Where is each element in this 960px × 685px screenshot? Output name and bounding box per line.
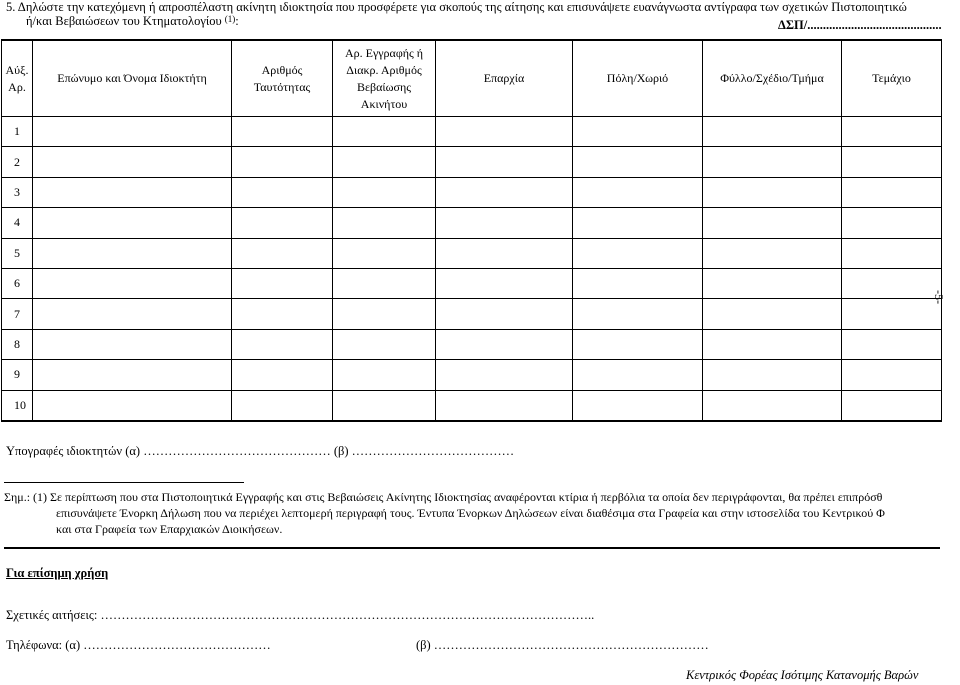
table-cell[interactable]: [33, 238, 232, 268]
table-header-row: [2, 40, 942, 117]
table-cell[interactable]: [703, 329, 842, 359]
table-cell[interactable]: [842, 329, 942, 359]
col-registration: Αρ. Εγγραφής ή Διακρ. Αριθμός Βεβαίωσης Ακινήτου: [333, 40, 436, 117]
table-cell[interactable]: [573, 208, 703, 238]
instruction-text: ή/και Βεβαιώσεων του Κτηματολογίου: [26, 14, 222, 28]
footnote-line-3: και στα Γραφεία των Επαρχιακών Διοικήσεων.: [56, 522, 283, 536]
table-cell[interactable]: [232, 360, 333, 390]
table-cell[interactable]: [232, 390, 333, 421]
table-cell[interactable]: [33, 208, 232, 238]
footnote-divider: [4, 482, 244, 483]
footnote-line-2: επισυνάψετε Ένορκη Δήλωση που να περιέχει λεπτομερή περιγραφή τους. Έντυπα Ένορκων Δηλώσεων είναι διαθέσιμα στα Γραφεία και στην ιστοσελίδα του Κεντρικού Φ: [56, 506, 885, 520]
row-number: 6: [2, 268, 33, 298]
table-cell[interactable]: [333, 177, 436, 207]
table-cell[interactable]: [333, 117, 436, 147]
table-cell[interactable]: [33, 329, 232, 359]
table-cell[interactable]: [573, 238, 703, 268]
table-cell[interactable]: [333, 238, 436, 268]
col-id-number: Αριθμός Ταυτότητας: [232, 40, 333, 117]
table-cell[interactable]: [333, 147, 436, 177]
col-district: Επαρχία: [436, 40, 573, 117]
row-number: 1: [2, 117, 33, 147]
table-cell[interactable]: [703, 360, 842, 390]
table-cell[interactable]: [436, 147, 573, 177]
table-cell[interactable]: [333, 360, 436, 390]
table-cell[interactable]: [573, 329, 703, 359]
table-cell[interactable]: [703, 390, 842, 421]
footnote-line-1: Σημ.: (1) Σε περίπτωση που στα Πιστοποιητικά Εγγραφής και στις Βεβαιώσεις Ακίνητης Ιδιοκτησίας αναφέρονται κτίρια ή περβόλια τα οποία δεν περιγράφονται, θα πρέπει επιπρόσθ: [4, 490, 883, 504]
table-cell[interactable]: [573, 268, 703, 298]
table-cell[interactable]: [842, 208, 942, 238]
col-town: Πόλη/Χωριό: [573, 40, 703, 117]
table-cell[interactable]: [436, 238, 573, 268]
table-row: [2, 147, 942, 177]
table-row: [2, 299, 942, 329]
table-cell[interactable]: [333, 268, 436, 298]
row-number: 8: [2, 329, 33, 359]
table-cell[interactable]: [232, 238, 333, 268]
table-cell[interactable]: [33, 268, 232, 298]
table-cell[interactable]: [33, 360, 232, 390]
table-cell[interactable]: [703, 147, 842, 177]
row-number: 5: [2, 238, 33, 268]
table-cell[interactable]: [703, 268, 842, 298]
property-table: [1, 39, 942, 422]
related-applications-field[interactable]: Σχετικές αιτήσεις: ………………………………………………………………………………………………………..: [6, 608, 595, 622]
table-cell[interactable]: [573, 147, 703, 177]
phone-b-field[interactable]: (β) …………………………………………………………: [416, 638, 709, 652]
table-cell[interactable]: [842, 299, 942, 329]
row-number: 4: [2, 208, 33, 238]
row-number: 9: [2, 360, 33, 390]
section-divider: [4, 547, 940, 549]
table-row: [2, 177, 942, 207]
table-cell[interactable]: [436, 390, 573, 421]
table-cell[interactable]: [333, 390, 436, 421]
section-5-instruction-continued: [26, 14, 239, 29]
table-row: [2, 238, 942, 268]
table-cell[interactable]: [232, 299, 333, 329]
table-cell[interactable]: [842, 390, 942, 421]
table-cell[interactable]: [573, 390, 703, 421]
section-5-instruction: 5. Δηλώστε την κατεχόμενη ή απροσπέλαστη ακίνητη ιδιοκτησία που προσφέρετε για σκοπούς της αίτησης και επισυνάψετε ευανάγνωστα αντίγραφα των σχετικών Πιστοποιητικώ: [6, 0, 907, 14]
table-cell[interactable]: [436, 117, 573, 147]
dsp-reference: ΔΣΠ/...........................................: [778, 18, 942, 32]
row-number: 3: [2, 177, 33, 207]
table-cell[interactable]: [842, 147, 942, 177]
table-row: [2, 329, 942, 359]
table-row: [2, 268, 942, 298]
table-cell[interactable]: [842, 177, 942, 207]
col-owner-name: Επώνυμο και Όνομα Ιδιοκτήτη: [33, 40, 232, 117]
instruction-colon: :: [235, 14, 239, 28]
phone-a-field[interactable]: Τηλέφωνα: (α) ………………………………………: [6, 638, 271, 652]
table-cell[interactable]: [333, 208, 436, 238]
table-cell[interactable]: [703, 177, 842, 207]
col-sheet-plan: Φύλλο/Σχέδιο/Τμήμα: [703, 40, 842, 117]
official-use-title: Για επίσημη χρήση: [6, 566, 109, 580]
table-cell[interactable]: [842, 360, 942, 390]
table-row: [2, 117, 942, 147]
footnote-marker: (1): [224, 14, 236, 24]
table-cell[interactable]: [33, 299, 232, 329]
table-cell[interactable]: [33, 117, 232, 147]
table-row: [2, 390, 942, 421]
col-plot: Τεμάχιο: [842, 40, 942, 117]
table-cell[interactable]: [232, 329, 333, 359]
table-cell[interactable]: [436, 299, 573, 329]
table-row: [2, 360, 942, 390]
table-cell[interactable]: [703, 299, 842, 329]
table-row: [2, 208, 942, 238]
table-cell[interactable]: [33, 177, 232, 207]
table-cell[interactable]: [232, 208, 333, 238]
table-cell[interactable]: [842, 238, 942, 268]
table-cell[interactable]: [842, 268, 942, 298]
footer-organization: Κεντρικός Φορέας Ισότιμης Κατανομής Βαρών: [686, 668, 919, 682]
table-cell[interactable]: [573, 299, 703, 329]
table-cell[interactable]: [436, 360, 573, 390]
table-cell[interactable]: [33, 147, 232, 177]
table-cell[interactable]: [232, 147, 333, 177]
row-number: 10: [2, 390, 33, 421]
table-cell[interactable]: [232, 268, 333, 298]
row-number: 2: [2, 147, 33, 177]
table-cell[interactable]: [436, 177, 573, 207]
owner-signatures[interactable]: Υπογραφές ιδιοκτητών (α) ……………………………………… (β) …………………………………: [6, 444, 515, 458]
table-cell[interactable]: [333, 329, 436, 359]
table-cell[interactable]: [232, 177, 333, 207]
table-cell[interactable]: [573, 177, 703, 207]
table-cell[interactable]: [842, 117, 942, 147]
table-cell[interactable]: [573, 117, 703, 147]
table-cell[interactable]: [703, 208, 842, 238]
table-cell[interactable]: [33, 390, 232, 421]
table-cell[interactable]: [703, 238, 842, 268]
col-serial: Αύξ. Αρ.: [2, 40, 33, 117]
table-cell[interactable]: [333, 299, 436, 329]
table-cell[interactable]: [703, 117, 842, 147]
page-marker: -5-: [932, 290, 946, 304]
table-cell[interactable]: [232, 117, 333, 147]
table-cell[interactable]: [436, 208, 573, 238]
table-cell[interactable]: [436, 268, 573, 298]
table-cell[interactable]: [573, 360, 703, 390]
table-cell[interactable]: [436, 329, 573, 359]
row-number: 7: [2, 299, 33, 329]
